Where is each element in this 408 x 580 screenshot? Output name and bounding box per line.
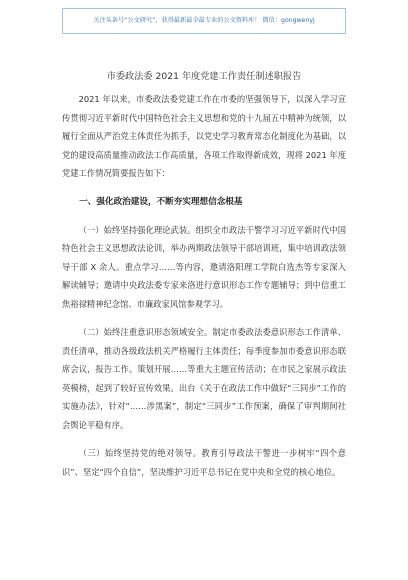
section-heading: 一、强化政治建设，不断夯实理想信念根基 [79,196,243,207]
body-paragraph-1: （一）始终坚持强化理论武装。组织全市政法干警学习习近平新时代中国特色社会主义思想政法论训，举办两期政法领导干部培训班，集中培训政法领导干部 X 余人。重点学习……等内容，邀请洛阳理工学院白选杰等专家深入解读辅导；邀请中央政法委专家来洛进行意识形态工作专题辅导；到中信重工焦裕禄精神纪念馆、市廉政家风馆参观学习。 [62,224,346,309]
promo-banner: 关注头条号“公文研究”，获得最新最全最专业的公文资料库！ 微信：gongwenyj [62,8,346,34]
document-title: 市委政法委 2021 年度党建工作责任制述职报告 [106,71,302,82]
body-paragraph-3: （三）始终坚持党的绝对领导。教育引导政法干警进一步树牢“四个意识”、坚定“四个自信”，坚决维护习近平总书记在党中央和全党的核心地位。 [62,448,346,477]
body-paragraph-2: （二）始终注重意识形态领域安全。制定市委政法委意识形态工作清单、责任清单，推动各级政法机关严格履行主体责任；每季度参加市委意识形态联席会议，报告工作。策划开展……等重大主题宣传活动；在市民之家展示政法英模榜，起到了较好宣传效果。出台《关于在政法工作中做好“三同步”工作的实施办法》，针对“……涉黑案”，制定“三同步”工作预案，确保了审判期间社会舆论平稳有序。 [62,327,346,430]
document-body [62,90,346,491]
intro-paragraph: 2021 年以来，市委政法委党建工作在市委的坚强领导下，以深入学习宣传贯彻习近平新时代中国特色社会主义思想和党的十九届五中精神为统领，以履行全面从严治党主体责任为抓手，以党史学习教育常态化制度化为基础，以党的建设高质量推动政法工作高质量，各项工作取得新成效，现将 2021 年度党建工作情况简要报告如下： [62,94,346,178]
